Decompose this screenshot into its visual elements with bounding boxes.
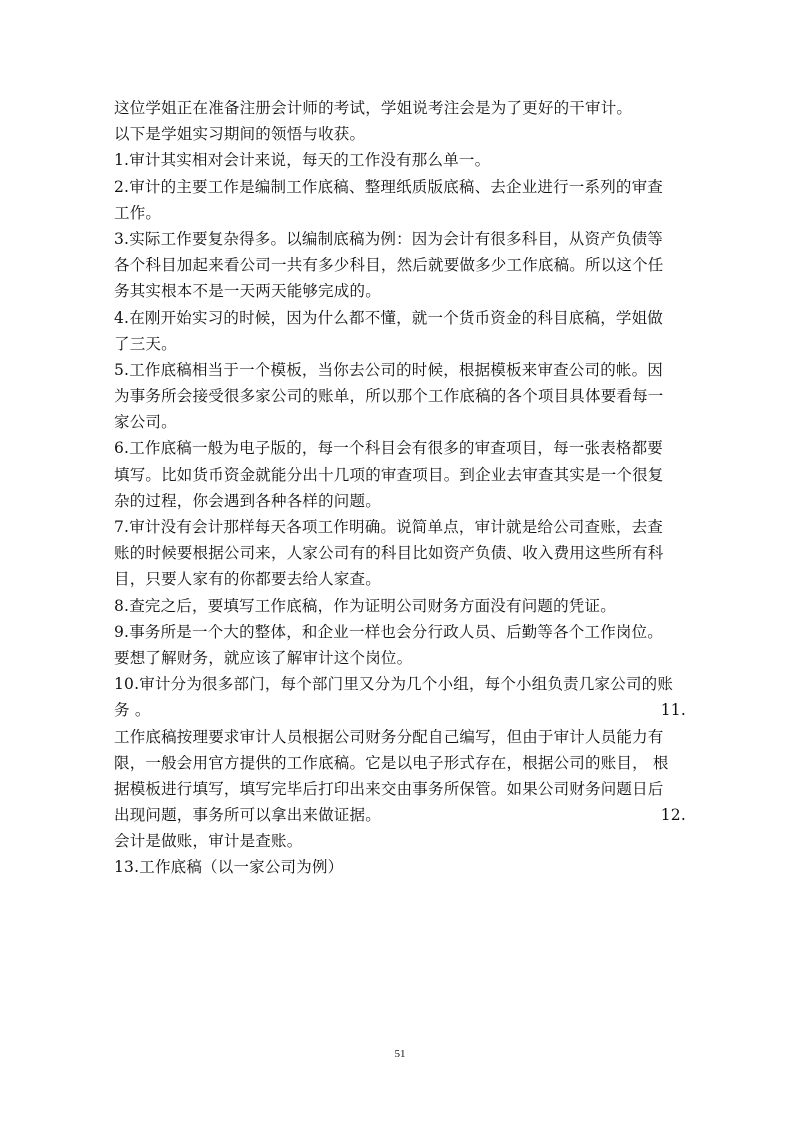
text-line: 目，只要人家有的你都要去给人家查。 xyxy=(114,570,381,589)
text-line-left: 出现问题，事务所可以拿出来做证据。 xyxy=(114,806,381,825)
text-line: 会计是做账，审计是查账。 xyxy=(114,832,303,851)
text-line: 家公司。 xyxy=(114,413,177,432)
text-line: 要想了解财务，就应该了解审计这个岗位。 xyxy=(114,648,413,667)
text-line: 据模板进行填写，填写完毕后打印出来交由事务所保管。如果公司财务问题日后 xyxy=(114,779,664,798)
text-line: 3.实际工作要复杂得多。以编制底稿为例：因为会计有很多科目，从资产负债等 xyxy=(114,229,663,248)
text-line: 8.查完之后，要填写工作底稿，作为证明公司财务方面没有问题的凭证。 xyxy=(114,596,616,615)
text-line: 填写。比如货币资金就能分出十几项的审查项目。到企业去审查其实是一个很复 xyxy=(114,465,664,484)
text-line: 工作底稿按理要求审计人员根据公司财务分配自己编写，但由于审计人员能力有 xyxy=(114,727,664,746)
text-line: 务其实根本不是一天两天能够完成的。 xyxy=(114,282,381,301)
text-line: 限，一般会用官方提供的工作底稿。它是以电子形式存在，根据公司的账目， 根 xyxy=(114,753,669,772)
text-line-left: 务 。 xyxy=(114,701,151,720)
text-line: 7.审计没有会计那样每天各项工作明确。说简单点，审计就是给公司查账，去查 xyxy=(114,518,663,536)
text-line: 工作。 xyxy=(114,203,162,222)
text-line-split xyxy=(114,697,686,723)
text-line: 2.审计的主要工作是编制工作底稿、整理纸质版底稿、去企业进行一系列的审查 xyxy=(114,177,663,196)
text-line: 4.在刚开始实习的时候，因为什么都不懂，就一个货币资金的科目底稿，学姐做 xyxy=(114,308,663,327)
text-line: 为事务所会接受很多家公司的账单，所以那个工作底稿的各个项目具体要看每一 xyxy=(114,387,664,406)
list-number: 11. xyxy=(660,701,686,720)
text-line: 10.审计分为很多部门，每个部门里又分为几个小组，每个小组负责几家公司的账 xyxy=(114,675,674,694)
text-line-split xyxy=(114,802,686,828)
text-line: 5.工作底稿相当于一个模板，当你去公司的时候，根据模板来审查公司的帐。因 xyxy=(114,360,663,379)
text-line: 了三天。 xyxy=(114,334,177,353)
text-line: 杂的过程，你会遇到各种各样的问题。 xyxy=(114,491,381,510)
text-line: 1.审计其实相对会计来说，每天的工作没有那么单一。 xyxy=(114,151,491,170)
page-number: 51 xyxy=(394,1048,406,1060)
text-line: 账的时候要根据公司来，人家公司有的科目比如资产负债、收入费用这些所有科 xyxy=(114,544,664,563)
list-number: 12. xyxy=(660,806,686,825)
text-line: 6.工作底稿一般为电子版的，每一个科目会有很多的审查项目，每一张表格都要 xyxy=(114,439,663,458)
text-line: 以下是学姐实习期间的领悟与收获。 xyxy=(114,125,366,144)
text-line: 这位学姐正在准备注册会计师的考试，学姐说考注会是为了更好的干审计。 xyxy=(114,99,633,117)
text-line: 9.事务所是一个大的整体，和企业一样也会分行政人员、后勤等各个工作岗位。 xyxy=(114,622,663,641)
document-body xyxy=(114,95,686,881)
text-line: 13.工作底稿（以一家公司为例） xyxy=(114,858,344,877)
text-line: 各个科目加起来看公司一共有多少科目，然后就要做多少工作底稿。所以这个任 xyxy=(114,256,664,275)
